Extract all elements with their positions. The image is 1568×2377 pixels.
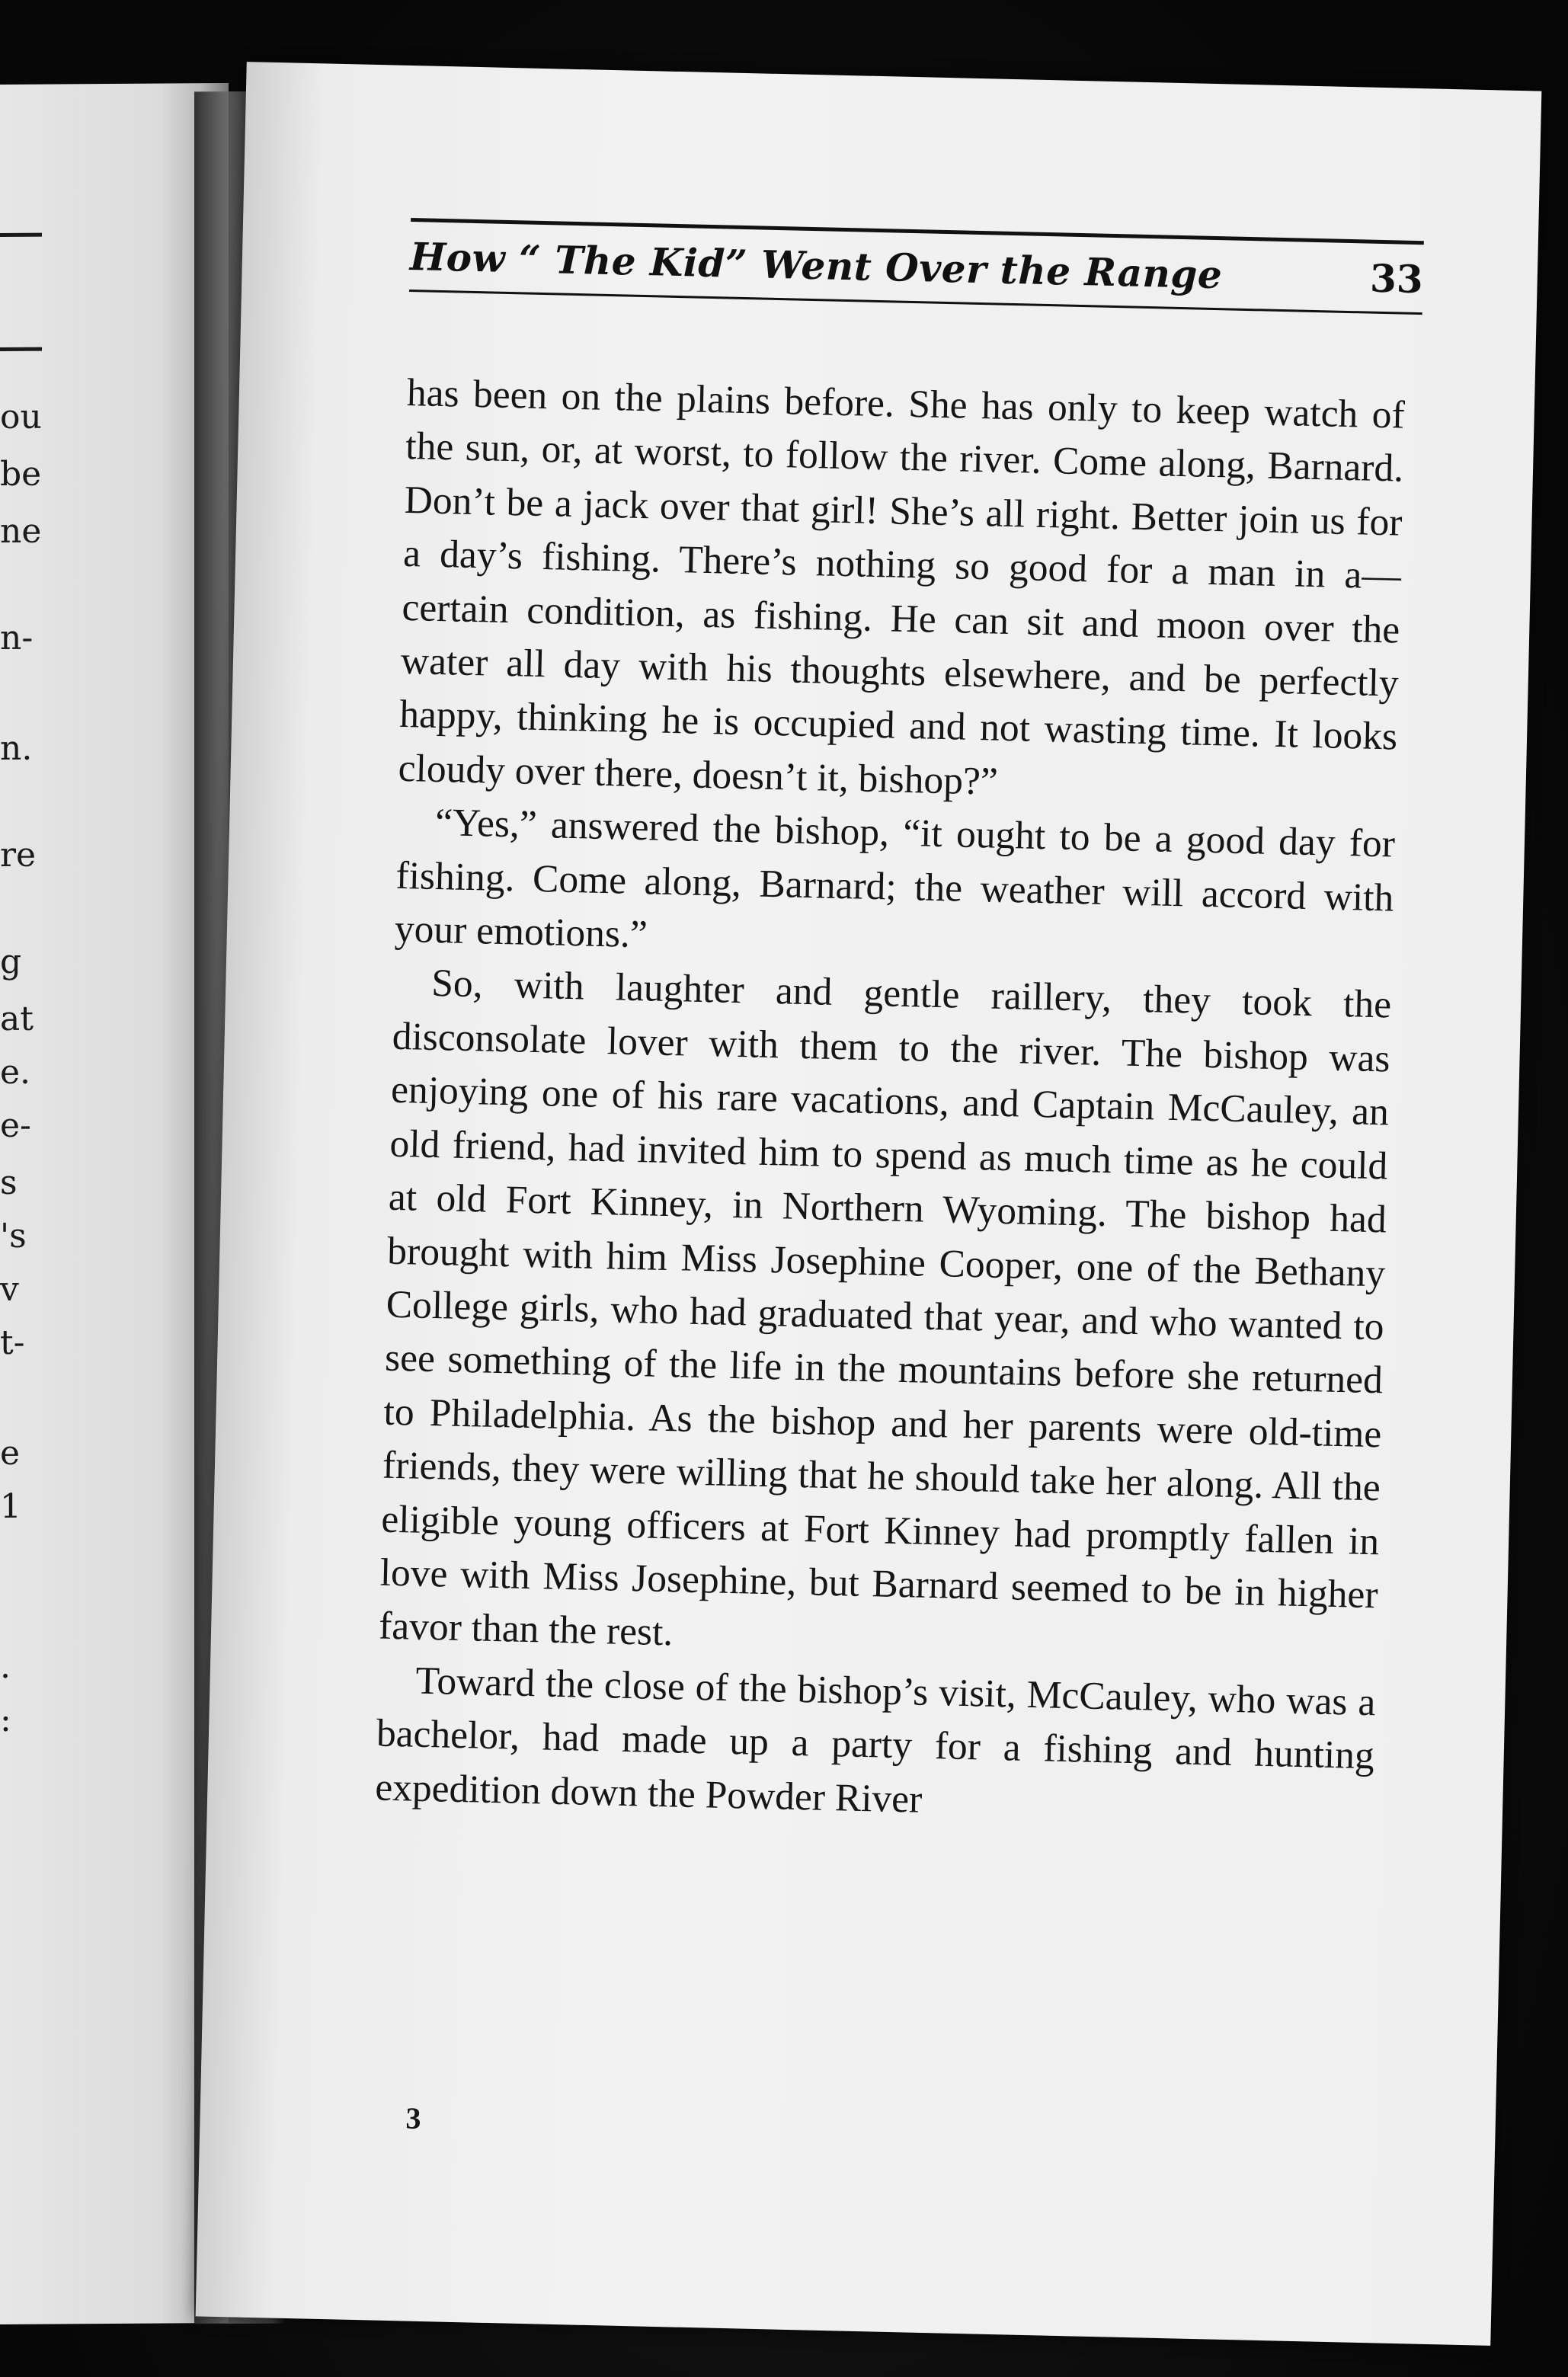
paragraph: Toward the close of the bishop’s visit, McCauley, who was a bachelor, had made up a party for a fishing and hunting expedition down the Powder River — [374, 1659, 1376, 1822]
left-page-fragment: 's — [0, 1216, 27, 1256]
book-page — [196, 62, 1542, 2346]
left-page-fragment: be — [0, 454, 42, 494]
left-page-fragment: : — [0, 1700, 11, 1740]
left-page-fragment: t- — [0, 1323, 25, 1363]
left-page-fragment: . — [0, 1646, 11, 1687]
left-page-fragment: v — [0, 1269, 19, 1310]
signature-mark: 3 — [405, 2100, 422, 2135]
body-text — [375, 366, 1406, 1837]
left-page-fragment: e- — [0, 1105, 31, 1146]
left-page-fragment: ou — [0, 397, 42, 437]
left-page-fragment: 1 — [0, 1486, 21, 1527]
paragraph: “Yes,” answered the bishop, “it ought to be a good day for fishing. Come along, Barnard; the weather will accord with your emotions.” — [394, 801, 1396, 957]
running-title: How “ The Kid” Went Over the Range — [409, 234, 1223, 298]
page-number: 33 — [1369, 255, 1424, 302]
left-page-fragment: g — [0, 942, 22, 982]
left-page-rule — [0, 347, 42, 351]
left-page-fragment: at — [0, 999, 34, 1039]
left-page-fragment: n. — [0, 728, 33, 769]
running-header — [409, 218, 1424, 315]
left-page-fragment: ne — [0, 511, 42, 552]
left-page-rule — [0, 233, 42, 237]
left-page-fragment: n- — [0, 618, 34, 658]
left-page-fragment: s — [0, 1163, 18, 1203]
header-row — [409, 234, 1423, 302]
left-page-fragment: re — [0, 835, 37, 875]
paragraph: has been on the plains before. She has only to keep watch of the sun, or, at worst, to follow the river. Come along, Barnard. Don’t be a jack over that girl! She’s all right. Better join us for a day’s fishing. There’s nothing so good for a man in a—certain condition, as fishing. He can sit and moon over the water all day with his thoughts elsewhere, and be perfectly happy, thinking he is occupied and not wasting time. It looks cloudy over there, doesn’t it, bishop?” — [398, 370, 1406, 804]
left-page-fragment: e — [0, 1433, 21, 1473]
left-page-fragment: e. — [0, 1052, 31, 1093]
paragraph: So, with laughter and gentle raillery, they took the disconsolate lover with them to the river. The bishop was enjoying one of his rare vacations, and Captain McCauley, an old friend, had invited him to spend as much time as he could at old Fort Kinney, in Northern Wyoming. The bishop had brought with him Miss Josephine Cooper, one of the Bethany College girls, who had graduated that year, and who wanted to see something of the life in the mountains before she returned to Philadelphia. As the bishop and her parents were old-time friends, they were willing that he should take her along. All the eligible young officers at Fort Kinney had promptly fallen in love with Miss Josephine, but Barnard seemed to be in higher favor than the rest. — [378, 961, 1392, 1655]
